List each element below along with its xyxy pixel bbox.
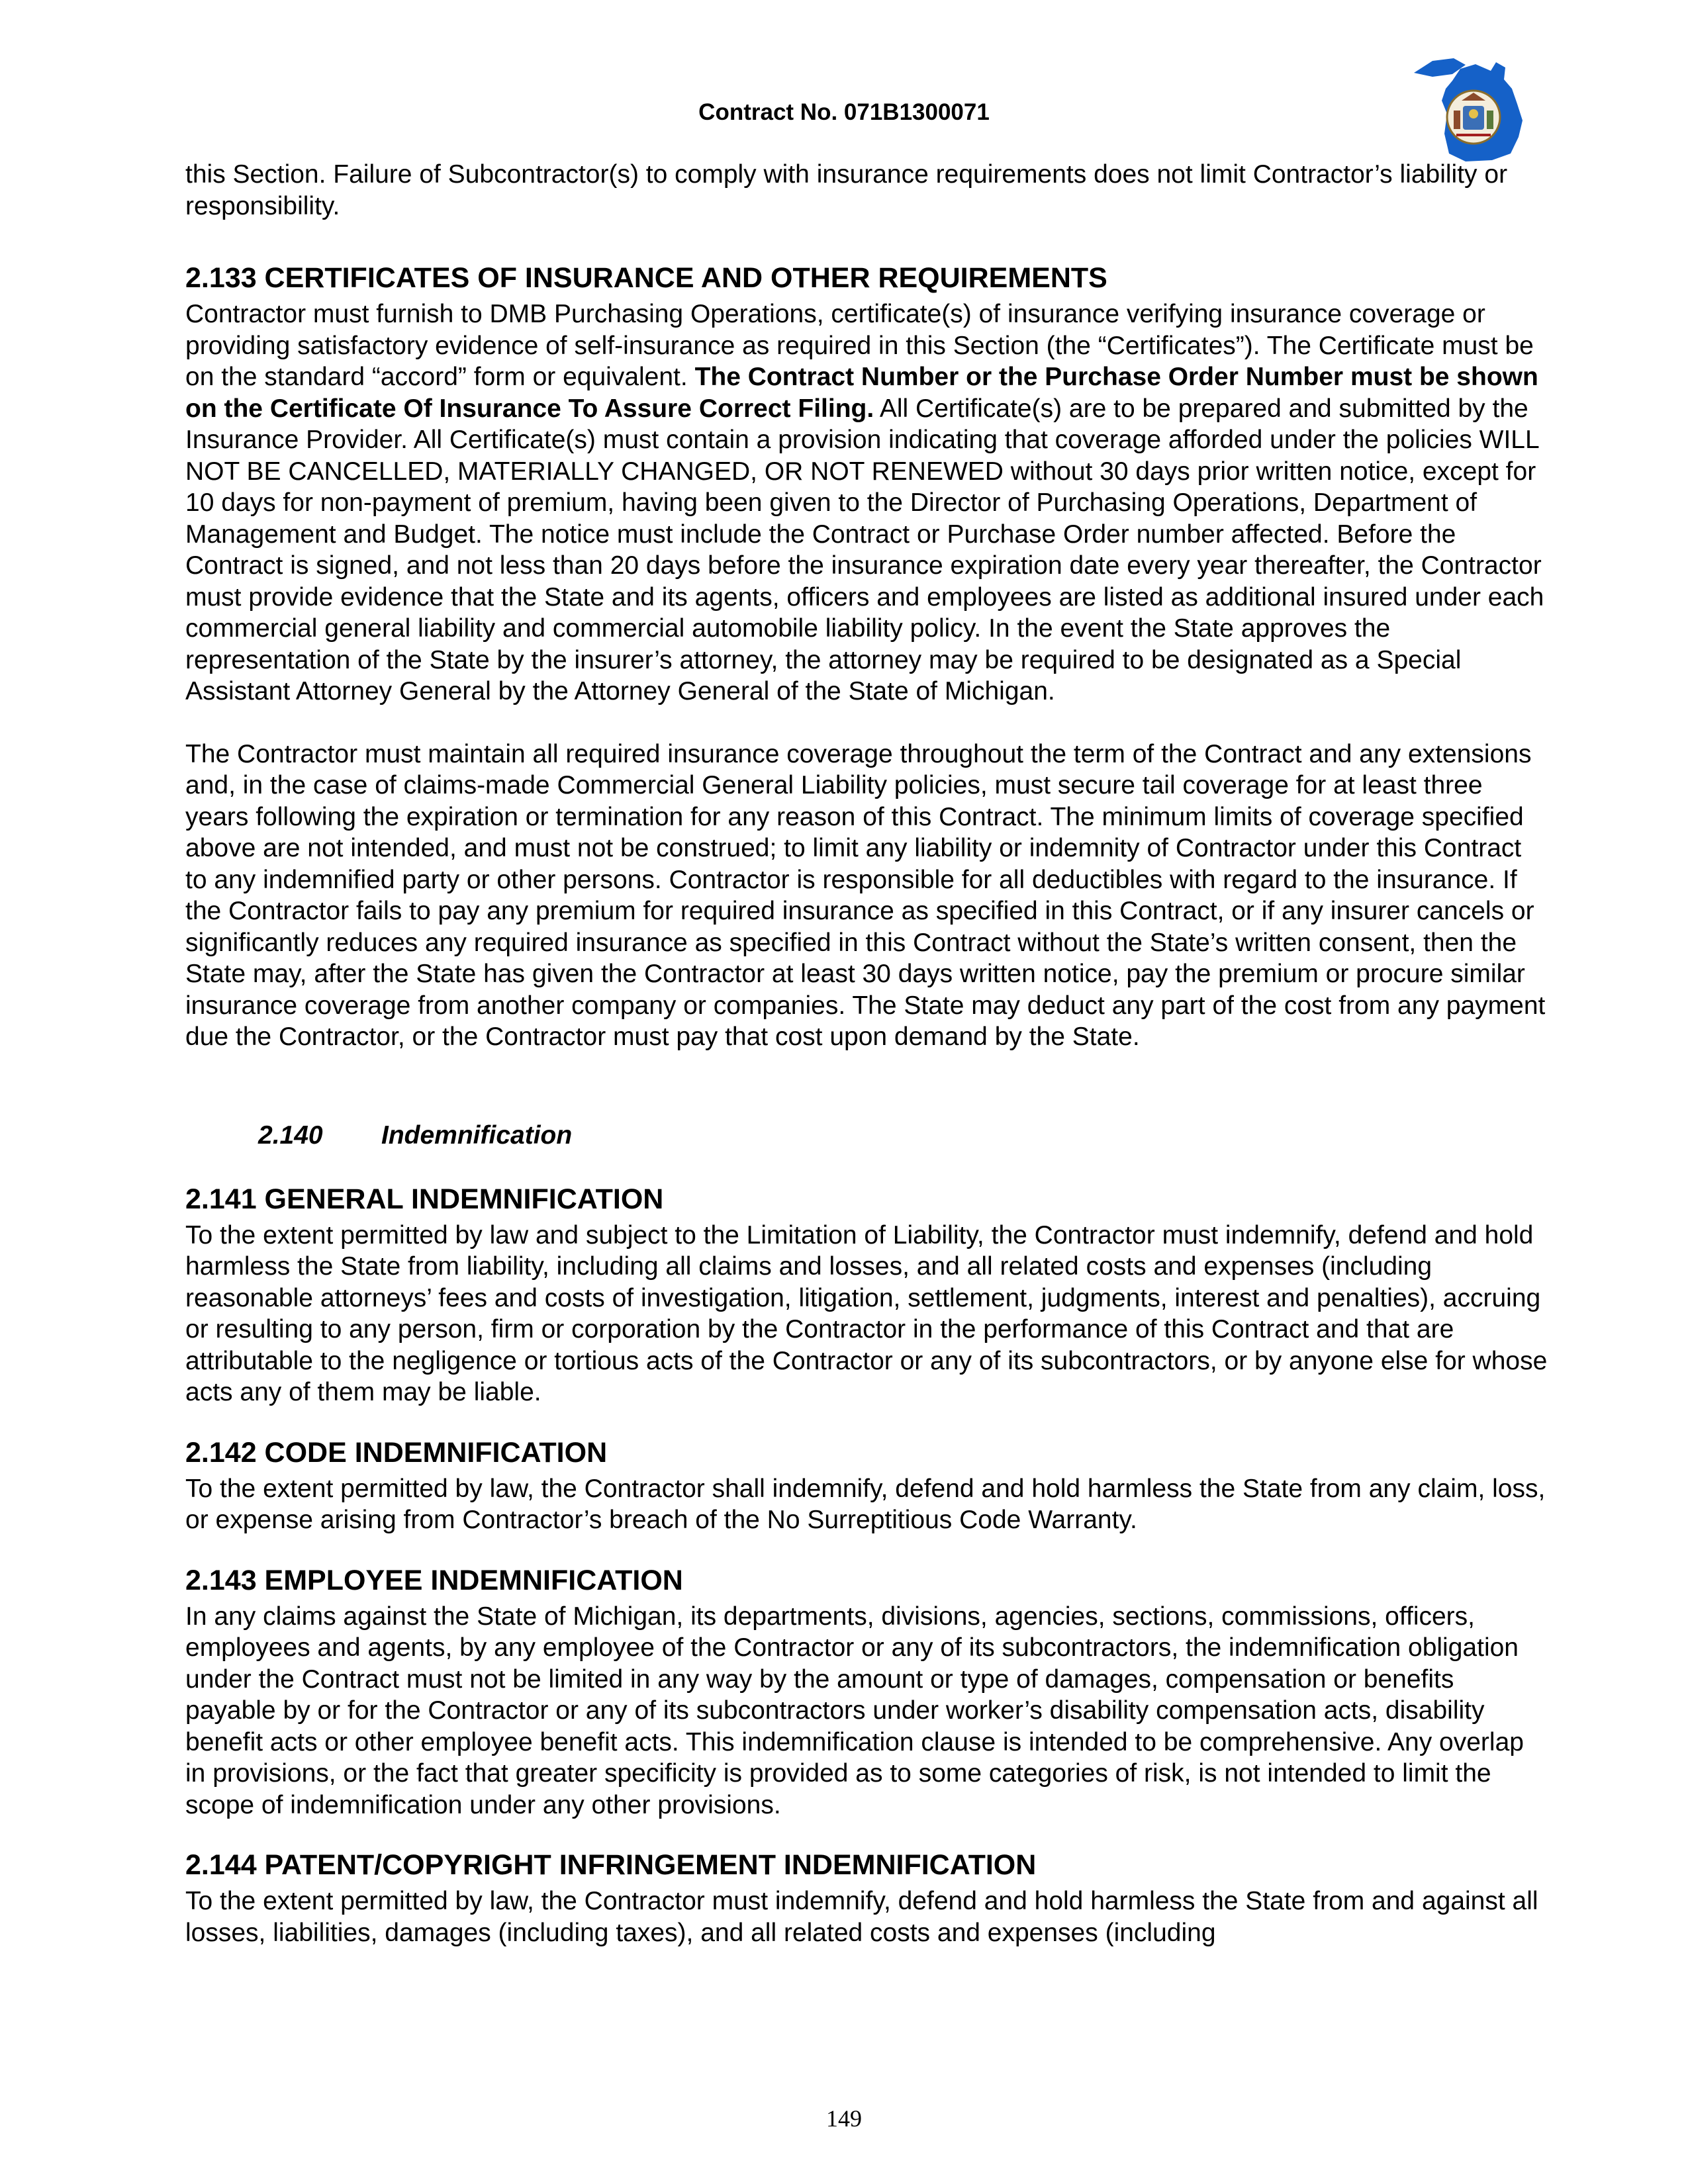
document-body	[185, 159, 1549, 1948]
page-number: 149	[826, 2105, 862, 2132]
section-2140-number: 2.140	[258, 1120, 323, 1150]
section-2133-paragraph-1	[185, 298, 1549, 707]
section-2133-text-a: Contractor must furnish to DMB Purchasing Operations, certificate(s) of insurance verifying insurance coverage or providing satisfactory evidence of self-insurance as required in this Section (the “Certificates”). The Certificate must be on the standard “accord” form or equivalent.	[185, 300, 1534, 391]
section-2140-heading	[258, 1119, 1549, 1152]
contract-number-header: Contract No. 071B1300071	[698, 99, 990, 125]
section-2133-paragraph-2: The Contractor must maintain all required insurance coverage throughout the term of the Contract and any extensions and, in the case of claims-made Commercial General Liability policies, must secure tail coverage for at least three years following the expiration or termination for any reason of this Contract. The minimum limits of coverage specified above are not intended, and must not be construed; to limit any liability or indemnity of Contractor under this Contract to any indemnified party or other persons. Contractor is responsible for all deductibles with regard to the insurance. If the Contractor fails to pay any premium for required insurance as specified in this Contract, or if any insurer cancels or significantly reduces any required insurance as specified in this Contract without the State’s written consent, then the State may, after the State has given the Contractor at least 30 days written notice, pay the premium or procure similar insurance coverage from another company or companies. The State may deduct any part of the cost from any payment due the Contractor, or the Contractor must pay that cost upon demand by the State.	[185, 739, 1546, 1051]
section-2133-heading: 2.133 CERTIFICATES OF INSURANCE AND OTHER REQUIREMENTS	[185, 262, 1107, 294]
section-2143-paragraph: In any claims against the State of Michigan, its departments, divisions, agencies, sections, commissions, officers, employees and agents, by any employee of the Contractor or any of its subcontractors, the indemnification obligation under the Contract must not be limited in any way by the amount or type of damages, compensation or benefits payable by or for the Contractor or any of its subcontractors under worker’s disability compensation acts, disability benefit acts or other employee benefit acts. This indemnification clause is intended to be comprehensive. Any overlap in provisions, or the fact that greater specificity is provided as to some categories of risk, is not intended to limit the scope of indemnification under any other provisions.	[185, 1602, 1524, 1819]
intro-paragraph: this Section. Failure of Subcontractor(s) to comply with insurance requirements does not limit Contractor’s liability or responsibility.	[185, 160, 1508, 220]
section-2133-text-b: All Certificate(s) are to be prepared and submitted by the Insurance Provider. All Certificate(s) must contain a provision indicating that coverage afforded under the policies WILL NOT BE CANCELLED, MATERIALLY CHANGED, OR NOT RENEWED without 30 days prior written notice, except for 10 days for non-payment of premium, having been given to the Director of Purchasing Operations, Department of Management and Budget. The notice must include the Contract or Purchase Order number affected. Before the Contract is signed, and not less than 20 days before the insurance expiration date every year thereafter, the Contractor must provide evidence that the State and its agents, officers and employees are listed as additional insured under each commercial general liability and commercial automobile liability policy. In the event the State approves the representation of the State by the insurer’s attorney, the attorney may be required to be designated as a Special Assistant Attorney General by the Attorney General of the State of Michigan.	[185, 394, 1544, 705]
section-2133-bold-notice: The Contract Number or the Purchase Order Number must be shown on the Certificate Of Insurance To Assure Correct Filing.	[185, 363, 1538, 423]
section-2144-heading: 2.144 PATENT/COPYRIGHT INFRINGEMENT INDEMNIFICATION	[185, 1849, 1037, 1881]
section-2143-heading: 2.143 EMPLOYEE INDEMNIFICATION	[185, 1564, 683, 1596]
section-2144-paragraph: To the extent permitted by law, the Contractor must indemnify, defend and hold harmless the State from and against all losses, liabilities, damages (including taxes), and all related costs and expenses (including	[185, 1887, 1538, 1947]
michigan-state-seal-icon	[1413, 54, 1525, 167]
section-2142-paragraph: To the extent permitted by law, the Contractor shall indemnify, defend and hold harmless the State from any claim, loss, or expense arising from Contractor’s breach of the No Surreptitious Code Warranty.	[185, 1474, 1546, 1534]
section-2141-heading: 2.141 GENERAL INDEMNIFICATION	[185, 1183, 664, 1215]
section-2142-heading: 2.142 CODE INDEMNIFICATION	[185, 1436, 608, 1469]
section-2140-title: Indemnification	[381, 1120, 573, 1150]
section-2141-paragraph: To the extent permitted by law and subject to the Limitation of Liability, the Contractor must indemnify, defend and hold harmless the State from liability, including all claims and losses, and all related costs and expenses (including reasonable attorneys’ fees and costs of investigation, litigation, settlement, judgments, interest and penalties), accruing or resulting to any person, firm or corporation by the Contractor in the performance of this Contract and that are attributable to the negligence or tortious acts of the Contractor or any of its subcontractors, or by anyone else for whose acts any of them may be liable.	[185, 1220, 1548, 1406]
